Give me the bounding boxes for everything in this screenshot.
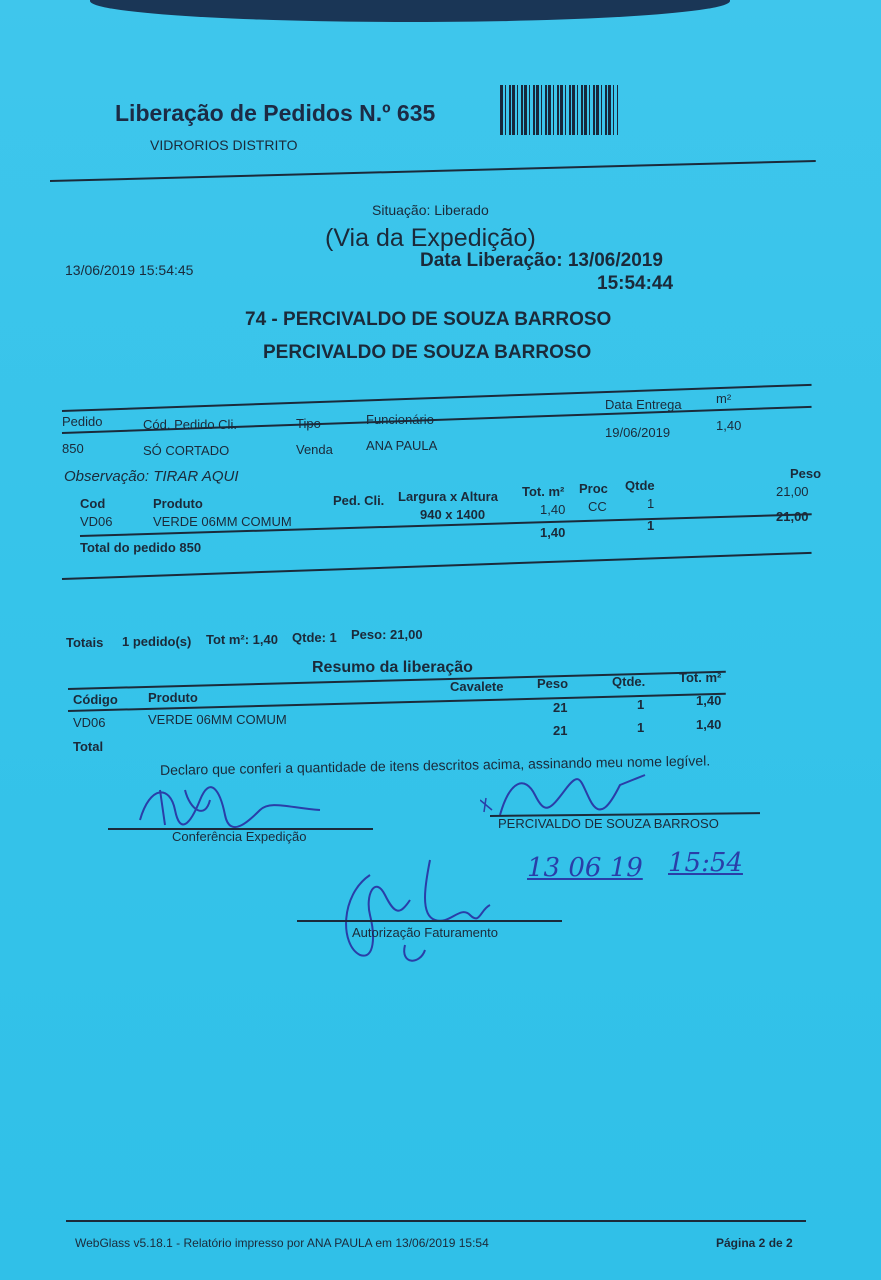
conferencia-label: Conferência Expedição: [172, 829, 307, 844]
document-title: Liberação de Pedidos N.º 635: [115, 100, 436, 126]
order-total-m2: 1,40: [540, 525, 566, 540]
handwritten-date: 13 06 19: [527, 853, 643, 883]
col-cod-pedido-cli: Cód. Pedido Cli.: [143, 417, 237, 432]
barcode: [500, 85, 618, 135]
order-pedido: 850: [62, 441, 84, 456]
totals-pedidos: 1 pedido(s): [122, 634, 192, 649]
item-qtde: 1: [647, 496, 655, 511]
summary-col-produto: Produto: [148, 690, 198, 705]
cliente-label: PERCIVALDO DE SOUZA BARROSO: [498, 816, 719, 831]
order-data-entrega: 19/06/2019: [605, 425, 671, 440]
declaration-text: Declaro que conferi a quantidade de itens descritos acima, assinando meu nome legível.: [159, 752, 711, 778]
col-pedido: Pedido: [62, 414, 103, 429]
item-col-qtde: Qtde: [625, 478, 655, 493]
footer-line: [66, 1220, 806, 1222]
company-name: VIDRORIOS DISTRITO: [150, 137, 298, 153]
order-observation: Observação: TIRAR AQUI: [64, 468, 239, 485]
col-tipo: Tipo: [296, 416, 321, 431]
summary-col-qtde: Qtde.: [612, 674, 646, 689]
order-total-qtde: 1: [647, 518, 655, 533]
order-section-divider: [62, 552, 812, 580]
summary-col-cavalete: Cavalete: [450, 679, 504, 694]
item-col-ped-cli: Ped. Cli.: [333, 493, 385, 508]
totals-qtde: Qtde: 1: [292, 630, 337, 645]
item-cod: VD06: [80, 514, 113, 529]
print-datetime: 13/06/2019 15:54:45: [65, 262, 194, 278]
item-col-tot-m2: Tot. m²: [522, 484, 565, 499]
header-divider: [50, 160, 816, 182]
autorizacao-label: Autorização Faturamento: [352, 925, 498, 940]
summary-qtde: 1: [637, 697, 645, 712]
conferencia-signature: [130, 780, 330, 830]
status-text: Situação: Liberado: [372, 202, 489, 218]
summary-produto: VERDE 06MM COMUM: [148, 712, 287, 727]
summary-total-tot-m2: 1,40: [696, 717, 722, 732]
copy-type: (Via da Expedição): [325, 224, 536, 252]
item-col-peso: Peso: [790, 466, 822, 481]
col-m2: m²: [716, 391, 732, 406]
summary-total-label: Total: [73, 739, 104, 754]
item-tot-m2: 1,40: [540, 502, 566, 517]
item-col-produto: Produto: [153, 496, 203, 511]
autorizacao-line: [297, 920, 562, 922]
autorizacao-signature: [330, 855, 500, 965]
summary-total-peso: 21: [553, 723, 568, 738]
item-proc: CC: [588, 499, 607, 514]
client-code-name: 74 - PERCIVALDO DE SOUZA BARROSO: [245, 309, 612, 330]
item-dims: 940 x 1400: [420, 507, 486, 522]
page-number: Página 2 de 2: [716, 1236, 793, 1250]
release-time: 15:54:44: [597, 273, 674, 294]
order-total-label: Total do pedido 850: [80, 540, 202, 555]
col-data-entrega: Data Entrega: [605, 397, 682, 412]
order-header-top-line: [62, 384, 812, 412]
totals-tot-m2: Tot m²: 1,40: [206, 632, 278, 647]
order-tipo: Venda: [296, 442, 333, 457]
item-col-proc: Proc: [579, 481, 608, 496]
order-funcionario: ANA PAULA: [366, 438, 438, 453]
order-m2: 1,40: [716, 418, 742, 433]
summary-tot-m2: 1,40: [696, 693, 722, 708]
item-produto: VERDE 06MM COMUM: [153, 514, 292, 529]
handwritten-time: 15:54: [668, 848, 743, 878]
page-top-shadow: [90, 0, 730, 22]
order-total-peso: 21,00: [776, 509, 809, 524]
summary-codigo: VD06: [73, 715, 106, 730]
footer-text: WebGlass v5.18.1 - Relatório impresso por ANA PAULA em 13/06/2019 15:54: [75, 1236, 489, 1250]
summary-col-tot-m2: Tot. m²: [679, 670, 722, 685]
order-cod-pedido-cli: SÓ CORTADO: [143, 443, 230, 458]
client-name: PERCIVALDO DE SOUZA BARROSO: [263, 342, 592, 363]
summary-title: Resumo da liberação: [312, 659, 473, 676]
summary-col-peso: Peso: [537, 676, 569, 691]
item-peso: 21,00: [776, 484, 809, 499]
summary-peso: 21: [553, 700, 568, 715]
item-col-dims: Largura x Altura: [398, 489, 498, 504]
item-col-cod: Cod: [80, 496, 106, 511]
col-funcionario: Funcionário: [366, 412, 434, 427]
totals-peso: Peso: 21,00: [351, 627, 423, 642]
totals-label: Totais: [66, 635, 104, 650]
summary-col-codigo: Código: [73, 692, 118, 707]
summary-total-qtde: 1: [637, 720, 645, 735]
release-date: Data Liberação: 13/06/2019: [420, 250, 663, 271]
